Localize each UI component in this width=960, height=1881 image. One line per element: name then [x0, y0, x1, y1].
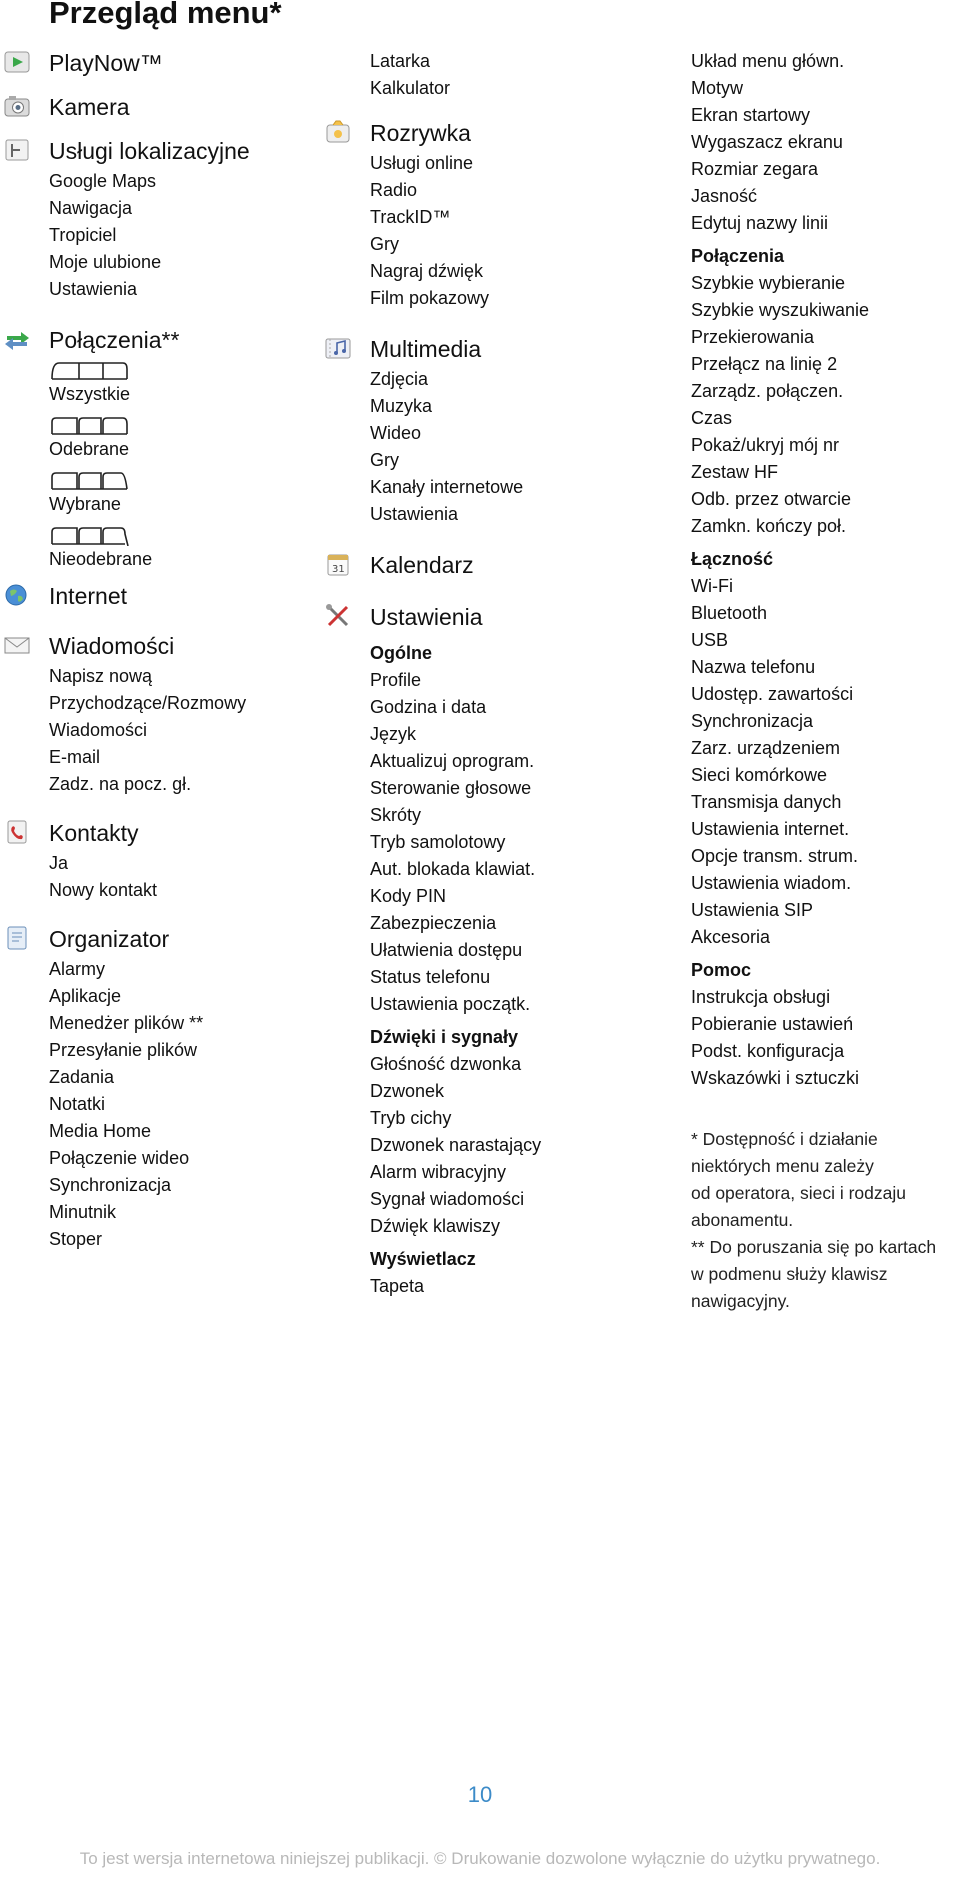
menu-item[interactable]: Przełącz na linię 2 [691, 354, 838, 374]
menu-item[interactable]: Sieci komórkowe [691, 765, 828, 785]
calls-tab-label: Wybrane [49, 494, 121, 514]
menu-item[interactable]: Zestaw HF [691, 462, 779, 482]
tools-icon [324, 603, 352, 629]
footnote-line: niektórych menu zależy [691, 1156, 874, 1176]
menu-heading-location-label: Usługi lokalizacyjne [49, 138, 250, 164]
menu-item[interactable]: Układ menu główn. [691, 51, 845, 71]
footnote-line: ** Do poruszania się po kartach [691, 1237, 937, 1257]
menu-item[interactable]: Nawigacja [49, 198, 133, 218]
menu-item[interactable]: Czas [691, 408, 733, 428]
menu-item[interactable]: Instrukcja obsługi [691, 987, 831, 1007]
menu-heading-internet-label: Internet [49, 583, 127, 609]
menu-section-camera [49, 92, 309, 122]
menu-item[interactable]: Ustawienia internet. [691, 819, 850, 839]
menu-section-help [691, 957, 960, 1092]
svg-text:31: 31 [332, 564, 345, 575]
calls-tabs [49, 359, 309, 573]
multimedia-icon [324, 335, 352, 361]
menu-item[interactable]: Stoper [49, 1229, 103, 1249]
menu-item[interactable]: Ja [49, 853, 69, 873]
globe-icon [3, 582, 31, 608]
submenu-label-general[interactable]: Ogólne [370, 643, 432, 663]
menu-item[interactable]: Godzina i data [370, 697, 487, 717]
menu-heading-contacts[interactable] [49, 818, 309, 848]
menu-item[interactable]: Usługi online [370, 153, 474, 173]
camera-icon [3, 93, 31, 119]
menu-item[interactable]: Szybkie wybieranie [691, 273, 846, 293]
calls-tab-dialed[interactable] [49, 469, 309, 518]
menu-item[interactable]: Moje ulubione [49, 252, 162, 272]
menu-item[interactable]: Odb. przez otwarcie [691, 489, 852, 509]
menu-item[interactable]: Wiadomości [49, 720, 148, 740]
menu-item[interactable]: Podst. konfiguracja [691, 1041, 845, 1061]
calls-tab-received[interactable] [49, 414, 309, 463]
menu-item[interactable]: Rozmiar zegara [691, 159, 819, 179]
footnote-line: w podmenu służy klawisz [691, 1264, 888, 1284]
menu-item[interactable]: Bluetooth [691, 603, 768, 623]
menu-item[interactable]: Alarm wibracyjny [370, 1162, 507, 1182]
tabs-missed-icon [49, 524, 129, 546]
menu-heading-organizer-label: Organizator [49, 926, 170, 952]
page-title: Przegląd menu* [49, 0, 282, 30]
menu-item[interactable]: Ustawienia wiadom. [691, 873, 852, 893]
calls-tab-missed[interactable] [49, 524, 309, 573]
footnotes [691, 1126, 960, 1315]
menu-heading-contacts-label: Kontakty [49, 820, 139, 846]
menu-heading-messages-label: Wiadomości [49, 633, 175, 659]
menu-item[interactable]: Gry [370, 450, 399, 470]
footnote-line: od operatora, sieci i rodzaju [691, 1183, 906, 1203]
submenu-label-help[interactable]: Pomoc [691, 960, 752, 980]
menu-item[interactable]: Napisz nową [49, 666, 153, 686]
menu-item[interactable]: Ustawienia [370, 504, 459, 524]
menu-item[interactable]: Zdjęcia [370, 369, 429, 389]
tabs-received-icon [49, 414, 129, 436]
entertainment-icon [324, 119, 352, 145]
menu-item[interactable]: Kalkulator [370, 78, 451, 98]
menu-section-display-cont [691, 48, 960, 237]
menu-item[interactable]: Wi-Fi [691, 576, 733, 596]
menu-heading-multimedia-label: Multimedia [370, 336, 482, 362]
menu-item[interactable]: Tryb samolotowy [370, 832, 506, 852]
menu-item[interactable]: Nazwa telefonu [691, 657, 816, 677]
menu-item[interactable]: Zabezpieczenia [370, 913, 497, 933]
menu-item[interactable]: Motyw [691, 78, 744, 98]
menu-item[interactable]: Udostęp. zawartości [691, 684, 854, 704]
menu-heading-organizer[interactable] [49, 924, 309, 954]
menu-item[interactable]: Notatki [49, 1094, 106, 1114]
menu-item[interactable]: Synchronizacja [691, 711, 814, 731]
calls-tab-label: Odebrane [49, 439, 130, 459]
menu-item[interactable]: Przychodzące/Rozmowy [49, 693, 247, 713]
calls-tab-all[interactable] [49, 359, 309, 408]
menu-heading-entertainment[interactable] [370, 118, 660, 148]
menu-heading-calendar-label: Kalendarz [370, 552, 474, 578]
menu-item[interactable]: Status telefonu [370, 967, 491, 987]
submenu-label-sounds[interactable]: Dźwięki i sygnały [370, 1027, 519, 1047]
menu-item[interactable]: Zamkn. kończy poł. [691, 516, 847, 536]
menu-item[interactable]: E-mail [49, 747, 101, 767]
menu-section-connectivity [691, 546, 960, 951]
calendar-icon [324, 551, 352, 577]
menu-item[interactable]: Tropiciel [49, 225, 117, 245]
menu-section-organizer-cont [370, 48, 660, 102]
menu-item[interactable]: Głośność dzwonka [370, 1054, 522, 1074]
menu-heading-messages[interactable] [49, 631, 309, 661]
calls-tab-label: Nieodebrane [49, 549, 153, 569]
contacts-icon [3, 819, 31, 845]
menu-item[interactable]: Dzwonek [370, 1081, 445, 1101]
menu-section-messages [49, 631, 309, 798]
menu-column-3 [691, 48, 960, 1315]
menu-section-settings [370, 602, 660, 1300]
tabs-all-icon [49, 359, 129, 381]
menu-item[interactable]: Aplikacje [49, 986, 122, 1006]
menu-item[interactable]: Zarządz. połączen. [691, 381, 844, 401]
menu-item[interactable]: TrackID™ [370, 207, 451, 227]
submenu-label-calls[interactable]: Połączenia [691, 246, 785, 266]
menu-item[interactable]: Nowy kontakt [49, 880, 158, 900]
menu-item[interactable]: Sterowanie głosowe [370, 778, 532, 798]
menu-item[interactable]: Aut. blokada klawiat. [370, 859, 536, 879]
menu-item[interactable]: Wideo [370, 423, 422, 443]
menu-item[interactable]: Minutnik [49, 1202, 117, 1222]
menu-item[interactable]: Przesyłanie plików [49, 1040, 198, 1060]
menu-item[interactable]: Nagraj dźwięk [370, 261, 484, 281]
menu-item[interactable]: Ustawienia SIP [691, 900, 814, 920]
menu-item[interactable]: Opcje transm. strum. [691, 846, 859, 866]
footnote-line: nawigacyjny. [691, 1291, 790, 1311]
menu-item[interactable]: Przekierowania [691, 327, 815, 347]
menu-heading-calendar[interactable] [332, 550, 660, 580]
page-number: 10 [467, 1782, 493, 1807]
menu-column-1 [49, 48, 309, 1253]
menu-item[interactable]: Gry [370, 234, 399, 254]
menu-item[interactable]: Aktualizuj oprogram. [370, 751, 535, 771]
menu-column-2 [332, 48, 660, 1300]
menu-item[interactable]: Połączenie wideo [49, 1148, 190, 1168]
menu-item[interactable]: Edytuj nazwy linii [691, 213, 829, 233]
submenu-label-connectivity[interactable]: Łączność [691, 549, 774, 569]
menu-item[interactable]: Pokaż/ukryj mój nr [691, 435, 840, 455]
menu-item[interactable]: Latarka [370, 51, 431, 71]
submenu-label-display[interactable]: Wyświetlacz [370, 1249, 476, 1269]
menu-item[interactable]: USB [691, 630, 729, 650]
menu-item[interactable]: Wskazówki i sztuczki [691, 1068, 860, 1088]
menu-heading-camera[interactable] [49, 92, 309, 122]
menu-section-entertainment [370, 118, 660, 312]
menu-heading-calls-label: Połączenia** [49, 327, 180, 353]
menu-section-multimedia [370, 334, 660, 528]
footer-notice: To jest wersja internetowa niniejszej publikacji. © Drukowanie dozwolone wyłącznie do użytku prywatnego. [79, 1849, 881, 1868]
footnote-line: abonamentu. [691, 1210, 794, 1230]
footnote-line: * Dostępność i działanie [691, 1129, 878, 1149]
envelope-icon [3, 632, 31, 658]
menu-item[interactable]: Menedżer plików ** [49, 1013, 204, 1033]
menu-item[interactable]: Tapeta [370, 1276, 425, 1296]
menu-heading-calls[interactable] [49, 325, 309, 355]
menu-section-internet [49, 581, 309, 611]
menu-item[interactable]: Film pokazowy [370, 288, 490, 308]
menu-item[interactable]: Tryb cichy [370, 1108, 452, 1128]
menu-item[interactable]: Skróty [370, 805, 422, 825]
menu-item[interactable]: Sygnał wiadomości [370, 1189, 525, 1209]
menu-item[interactable]: Szybkie wyszukiwanie [691, 300, 870, 320]
menu-heading-internet[interactable] [49, 581, 309, 611]
menu-item[interactable]: Synchronizacja [49, 1175, 172, 1195]
menu-item[interactable]: Język [370, 724, 417, 744]
menu-item[interactable]: Kanały internetowe [370, 477, 524, 497]
menu-item[interactable]: Google Maps [49, 171, 157, 191]
menu-item[interactable]: Transmisja danych [691, 792, 842, 812]
organizer-icon [3, 925, 31, 951]
calls-icon [3, 326, 31, 352]
menu-heading-location[interactable] [49, 136, 309, 166]
menu-item[interactable]: Zadz. na pocz. gł. [49, 774, 192, 794]
menu-item[interactable]: Alarmy [49, 959, 106, 979]
menu-item[interactable]: Media Home [49, 1121, 152, 1141]
menu-heading-camera-label: Kamera [49, 94, 130, 120]
menu-item[interactable]: Jasność [691, 186, 758, 206]
menu-heading-settings[interactable] [370, 602, 660, 632]
menu-section-playnow [49, 48, 309, 78]
menu-section-contacts [49, 818, 309, 904]
menu-item[interactable]: Wygaszacz ekranu [691, 132, 843, 152]
menu-heading-playnow[interactable] [49, 48, 309, 78]
menu-section-calls-settings [691, 243, 960, 540]
playnow-icon [3, 49, 31, 75]
menu-section-location [49, 136, 309, 303]
menu-item[interactable]: Dzwonek narastający [370, 1135, 542, 1155]
menu-heading-settings-label: Ustawienia [370, 604, 483, 630]
menu-item[interactable]: Akcesoria [691, 927, 771, 947]
menu-item[interactable]: Muzyka [370, 396, 433, 416]
menu-item[interactable]: Zadania [49, 1067, 115, 1087]
menu-section-calendar [332, 550, 660, 580]
menu-heading-multimedia[interactable] [370, 334, 660, 364]
menu-item[interactable]: Profile [370, 670, 422, 690]
menu-item[interactable]: Pobieranie ustawień [691, 1014, 854, 1034]
menu-heading-playnow-label: PlayNow™ [49, 50, 163, 76]
menu-item[interactable]: Dźwięk klawiszy [370, 1216, 501, 1236]
menu-item[interactable]: Ustawienia początk. [370, 994, 531, 1014]
menu-item[interactable]: Ekran startowy [691, 105, 811, 125]
location-icon [3, 137, 31, 163]
menu-section-organizer [49, 924, 309, 1253]
menu-section-calls [49, 325, 309, 573]
calls-tab-label: Wszystkie [49, 384, 130, 404]
menu-heading-entertainment-label: Rozrywka [370, 120, 471, 146]
menu-item[interactable]: Kody PIN [370, 886, 447, 906]
menu-item[interactable]: Radio [370, 180, 418, 200]
menu-item[interactable]: Ułatwienia dostępu [370, 940, 523, 960]
menu-item[interactable]: Ustawienia [49, 279, 138, 299]
tabs-dialed-icon [49, 469, 129, 491]
menu-item[interactable]: Zarz. urządzeniem [691, 738, 841, 758]
